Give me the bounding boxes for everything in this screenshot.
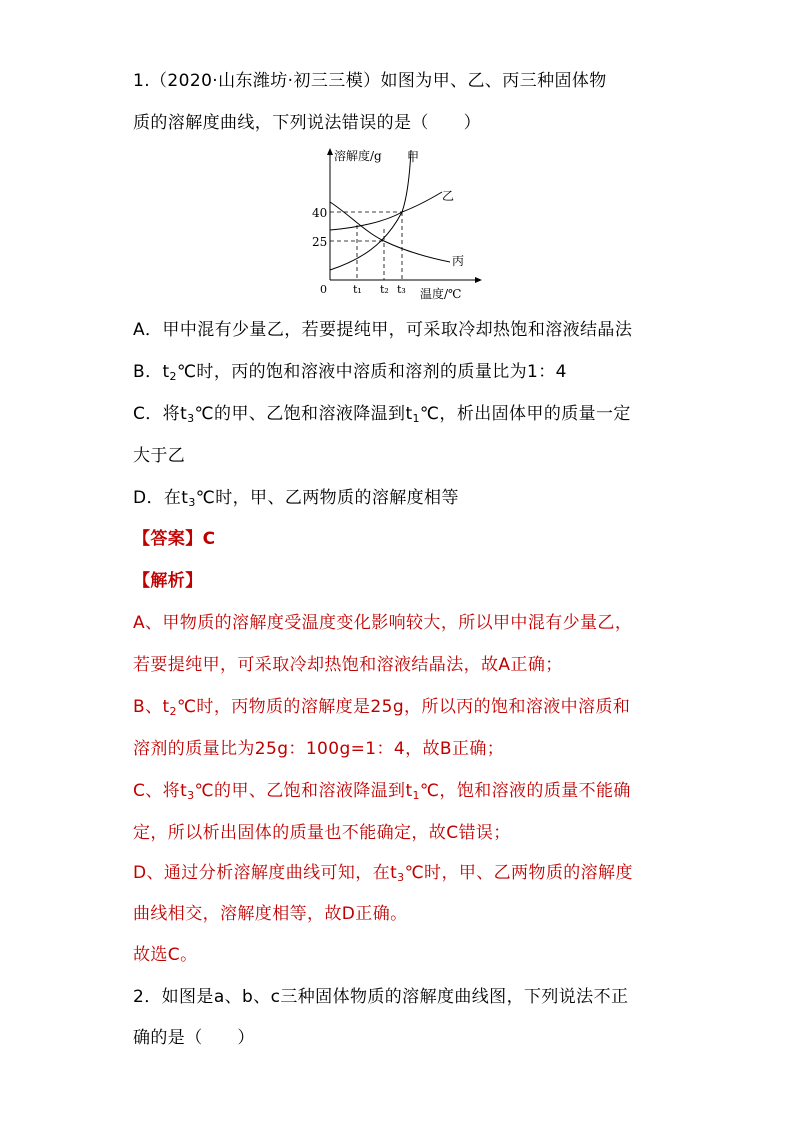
analysis-line-2: 若要提纯甲，可采取冷却热饱和溶液结晶法，故A正确； xyxy=(133,655,563,675)
q2-stem-line1: 2．如图是a、b、c三种固体物质的溶解度曲线图，下列说法不正 xyxy=(133,987,629,1007)
analysis-line-4: 溶剂的质量比为25g：100g=1：4，故B正确； xyxy=(133,739,505,759)
x-tick-t2: t₂ xyxy=(380,283,389,296)
analysis-line-6: 定，所以析出固体的质量也不能确定，故C错误； xyxy=(133,823,511,843)
option-a: A．甲中混有少量乙，若要提纯甲，可采取冷却热饱和溶液结晶法 xyxy=(133,320,633,340)
y-axis-arrow xyxy=(327,148,333,155)
q1-stem-line1: 1.（2020·山东潍坊·初三三模）如图为甲、乙、丙三种固体物 xyxy=(133,71,607,91)
analysis-line-8: 曲线相交，溶解度相等，故D正确。 xyxy=(133,904,408,924)
curve-bing xyxy=(330,202,450,262)
y-tick-40: 40 xyxy=(312,206,328,220)
curve-label-jia: 甲 xyxy=(407,150,420,164)
analysis-line-5: C、将$t_3℃$的甲、乙饱和溶液降温到$t_1℃$，饱和溶液的质量不能确 xyxy=(133,781,631,802)
curve-label-bing: 丙 xyxy=(452,254,465,268)
analysis-line-1: A、甲物质的溶解度受温度变化影响较大，所以甲中混有少量乙， xyxy=(133,613,633,633)
curve-label-yi: 乙 xyxy=(442,189,455,203)
origin-label: 0 xyxy=(320,283,327,296)
solubility-curve-figure xyxy=(300,140,490,305)
curve-jia xyxy=(330,150,411,270)
x-axis-label: 温度/℃ xyxy=(420,287,462,301)
option-c-line1: C．将$t_3℃$的甲、乙饱和溶液降温到$t_1℃$，析出固体甲的质量一定 xyxy=(133,404,631,425)
answer-label: 【答案】C xyxy=(133,529,216,549)
x-tick-t1: t₁ xyxy=(353,283,362,296)
y-axis-label: 溶解度/g xyxy=(334,149,382,163)
analysis-title: 【解析】 xyxy=(133,571,203,591)
q2-stem-line2: 确的是（ ） xyxy=(133,1028,255,1048)
y-tick-25: 25 xyxy=(312,235,328,249)
x-axis-arrow xyxy=(475,277,482,283)
x-tick-t3: t₃ xyxy=(397,283,406,296)
option-b: B．$t_2℃$时，丙的饱和溶液中溶质和溶剂的质量比为1：4 xyxy=(133,362,567,383)
analysis-conclusion: 故选C。 xyxy=(133,945,198,965)
curve-yi xyxy=(330,192,442,230)
q1-stem-line2: 质的溶解度曲线，下列说法错误的是（ ） xyxy=(133,113,481,133)
option-d: D．在$t_3℃$时，甲、乙两物质的溶解度相等 xyxy=(133,488,459,509)
analysis-line-7: D、通过分析溶解度曲线可知，在$t_3℃$时，甲、乙两物质的溶解度 xyxy=(133,863,633,884)
analysis-line-3: B、$t_2℃$时，丙物质的溶解度是25g，所以丙的饱和溶液中溶质和 xyxy=(133,697,631,718)
option-c-line2: 大于乙 xyxy=(133,446,186,466)
